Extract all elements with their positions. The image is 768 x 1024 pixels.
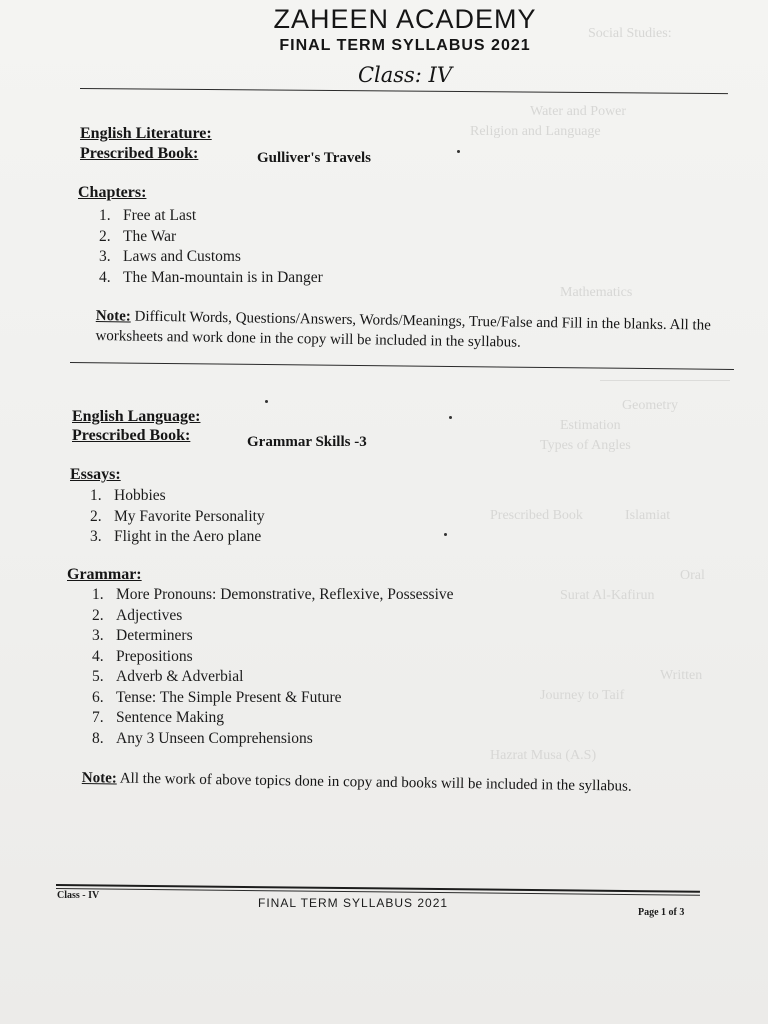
footer-class-label: Class - IV bbox=[57, 890, 100, 901]
list-item: 5. Adverb & Adverbial bbox=[92, 668, 244, 685]
language-heading: English Language: bbox=[72, 408, 201, 425]
bleed-through-text: Water and Power bbox=[530, 104, 627, 119]
essays-list bbox=[90, 486, 265, 548]
note-label: Note: bbox=[81, 769, 117, 787]
list-item: 8. Any 3 Unseen Comprehensions bbox=[92, 729, 313, 747]
literature-book-title: Gulliver's Travels bbox=[257, 150, 372, 166]
language-book-title: Grammar Skills -3 bbox=[247, 434, 367, 450]
list-item: 7. Sentence Making bbox=[92, 709, 225, 726]
speck bbox=[457, 150, 460, 153]
speck bbox=[444, 533, 447, 536]
list-item: 3. Flight in the Aero plane bbox=[90, 528, 262, 545]
bleed-through-text: Mathematics bbox=[560, 285, 633, 300]
class-label: Class: IV bbox=[357, 63, 453, 87]
syllabus-title: FINAL TERM SYLLABUS 2021 bbox=[279, 37, 531, 54]
note-label: Note: bbox=[95, 307, 131, 325]
section-divider bbox=[70, 362, 734, 370]
bleed-through-text: Geometry bbox=[622, 398, 678, 413]
speck bbox=[265, 400, 268, 403]
literature-book-label: Prescribed Book: bbox=[80, 145, 199, 162]
bleed-through-rule bbox=[600, 380, 730, 381]
speck bbox=[449, 416, 452, 419]
list-item: 1. Free at Last bbox=[99, 207, 197, 224]
bleed-through-text: Oral bbox=[680, 568, 705, 583]
bleed-through-text: Journey to Taif bbox=[540, 688, 625, 703]
list-item: 4. Prepositions bbox=[92, 647, 193, 665]
literature-note bbox=[95, 306, 716, 356]
note-text: All the work of above topics done in copy and books will be included in the syllabus. bbox=[119, 770, 632, 795]
academy-name: ZAHEEN ACADEMY bbox=[273, 4, 537, 34]
list-item: 4. The Man-mountain is in Danger bbox=[99, 268, 323, 286]
list-item: 2. Adjectives bbox=[92, 606, 183, 624]
note-text: Difficult Words, Questions/Answers, Words/Meanings, True/False and Fill in the blanks. All the worksheets and work done in the copy will be included in the syllabus. bbox=[95, 308, 711, 351]
grammar-list bbox=[92, 585, 454, 749]
bleed-through-text: Estimation bbox=[560, 418, 621, 433]
list-item: 1. More Pronouns: Demonstrative, Reflexive, Possessive bbox=[92, 586, 454, 603]
language-note bbox=[82, 768, 672, 797]
bleed-through-text: Social Studies: bbox=[588, 26, 672, 41]
list-item: 1. Hobbies bbox=[90, 487, 166, 504]
essays-heading: Essays: bbox=[70, 466, 121, 483]
list-item: 3. Determiners bbox=[92, 627, 193, 644]
header-divider bbox=[80, 88, 728, 94]
list-item: 2. The War bbox=[99, 227, 177, 245]
list-item: 6. Tense: The Simple Present & Future bbox=[92, 688, 342, 706]
page-number: Page 1 of 3 bbox=[638, 907, 685, 918]
bleed-through-text: Islamiat bbox=[625, 508, 671, 523]
bleed-through-text: Written bbox=[660, 668, 703, 683]
bleed-through-text: Prescribed Book bbox=[490, 508, 583, 523]
literature-heading: English Literature: bbox=[80, 125, 212, 142]
list-item: 2. My Favorite Personality bbox=[90, 507, 265, 525]
bleed-through-text: Hazrat Musa (A.S) bbox=[490, 748, 597, 763]
bleed-through-text: Types of Angles bbox=[540, 438, 631, 453]
list-item: 3. Laws and Customs bbox=[99, 248, 241, 265]
bleed-through-text: Religion and Language bbox=[470, 124, 601, 139]
bleed-through-text: Surat Al-Kafirun bbox=[560, 588, 655, 603]
grammar-heading: Grammar: bbox=[67, 566, 142, 583]
language-book-label: Prescribed Book: bbox=[72, 427, 191, 444]
chapters-list bbox=[99, 206, 323, 288]
footer-syllabus-title: FINAL TERM SYLLABUS 2021 bbox=[258, 896, 449, 910]
chapters-heading: Chapters: bbox=[78, 184, 147, 201]
